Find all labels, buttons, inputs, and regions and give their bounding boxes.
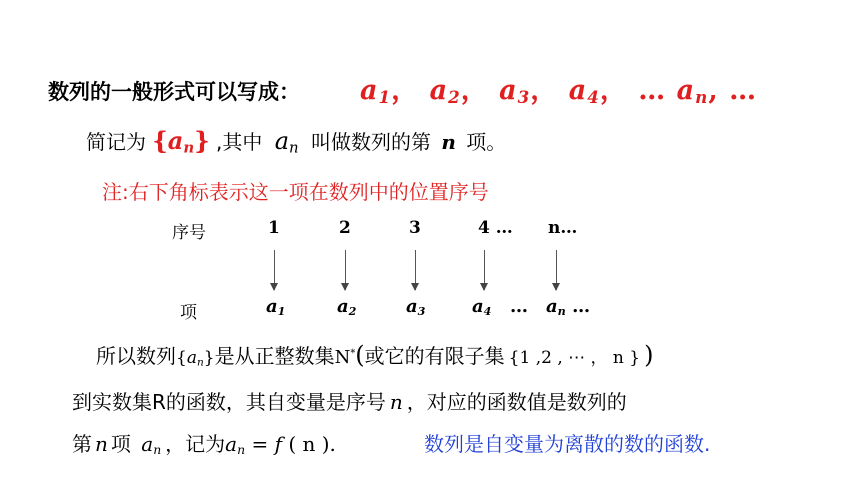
table-term-2: $a_2$: [337, 296, 357, 318]
discrete-function-note: 数列是自变量为离散的数的函数.: [424, 432, 711, 456]
arrow-3: [415, 250, 416, 290]
table-term-n: $a_n$ …: [546, 296, 591, 318]
arrow-1: [274, 250, 275, 290]
para-line-1: 所以数列$\{a_n\}$是从正整数集N*(或它的有限子集 {1 ,2 , ⋯ ， n } ): [96, 341, 654, 369]
table-dots: …: [510, 296, 528, 317]
term-label: 项: [180, 303, 197, 323]
nth-term: $a_n$: [141, 432, 162, 458]
arrow-4: [484, 250, 485, 290]
general-term: $a_n$: [274, 127, 299, 157]
finite-subset: {1 ,2 , ⋯ ， n }: [508, 348, 641, 368]
index-3: 3: [409, 218, 421, 238]
term-a3: $a_3$: [499, 75, 531, 108]
index-4: 4 …: [478, 218, 513, 238]
shorthand-line: 简记为 $\{a_n\}$ ,其中 $a_n$ 叫做数列的第 n 项。: [86, 126, 507, 157]
function-formula: $a_n = f$ ( n ).: [225, 432, 336, 458]
sequence-notation: $\{a_n\}$: [152, 126, 210, 157]
para-line-2: 到实数集R的函数，其自变量是序号 n ，对应的函数值是数列的: [72, 390, 627, 414]
term-an: $a_n$: [676, 75, 709, 108]
para-line-3: 第 n 项 $a_n$ ，记为$a_n = f$ ( n ).: [72, 432, 336, 458]
table-term-3: $a_3$: [406, 296, 426, 318]
arrow-2: [345, 250, 346, 290]
sequence-general-form: $a_1$， $a_2$， $a_3$， $a_4$， … $a_n$, …: [360, 75, 758, 108]
table-term-1: $a_1$: [266, 296, 286, 318]
term-a1: $a_1$: [360, 75, 392, 108]
general-form-label: 数列的一般形式可以写成：: [48, 80, 300, 104]
term-a4: $a_4$: [568, 75, 600, 108]
natural-numbers-symbol: N*: [334, 347, 356, 368]
index-1: 1: [268, 218, 280, 238]
index-n: n…: [548, 218, 578, 238]
table-term-4: $a_4$: [472, 296, 492, 318]
index-2: 2: [339, 218, 351, 238]
arrow-n: [556, 250, 557, 290]
sequence-set: $\{a_n\}$: [176, 348, 215, 369]
index-label: 序号: [172, 223, 206, 243]
subscript-note: 注:右下角标表示这一项在数列中的位置序号: [102, 180, 489, 204]
term-a2: $a_2$: [429, 75, 461, 108]
